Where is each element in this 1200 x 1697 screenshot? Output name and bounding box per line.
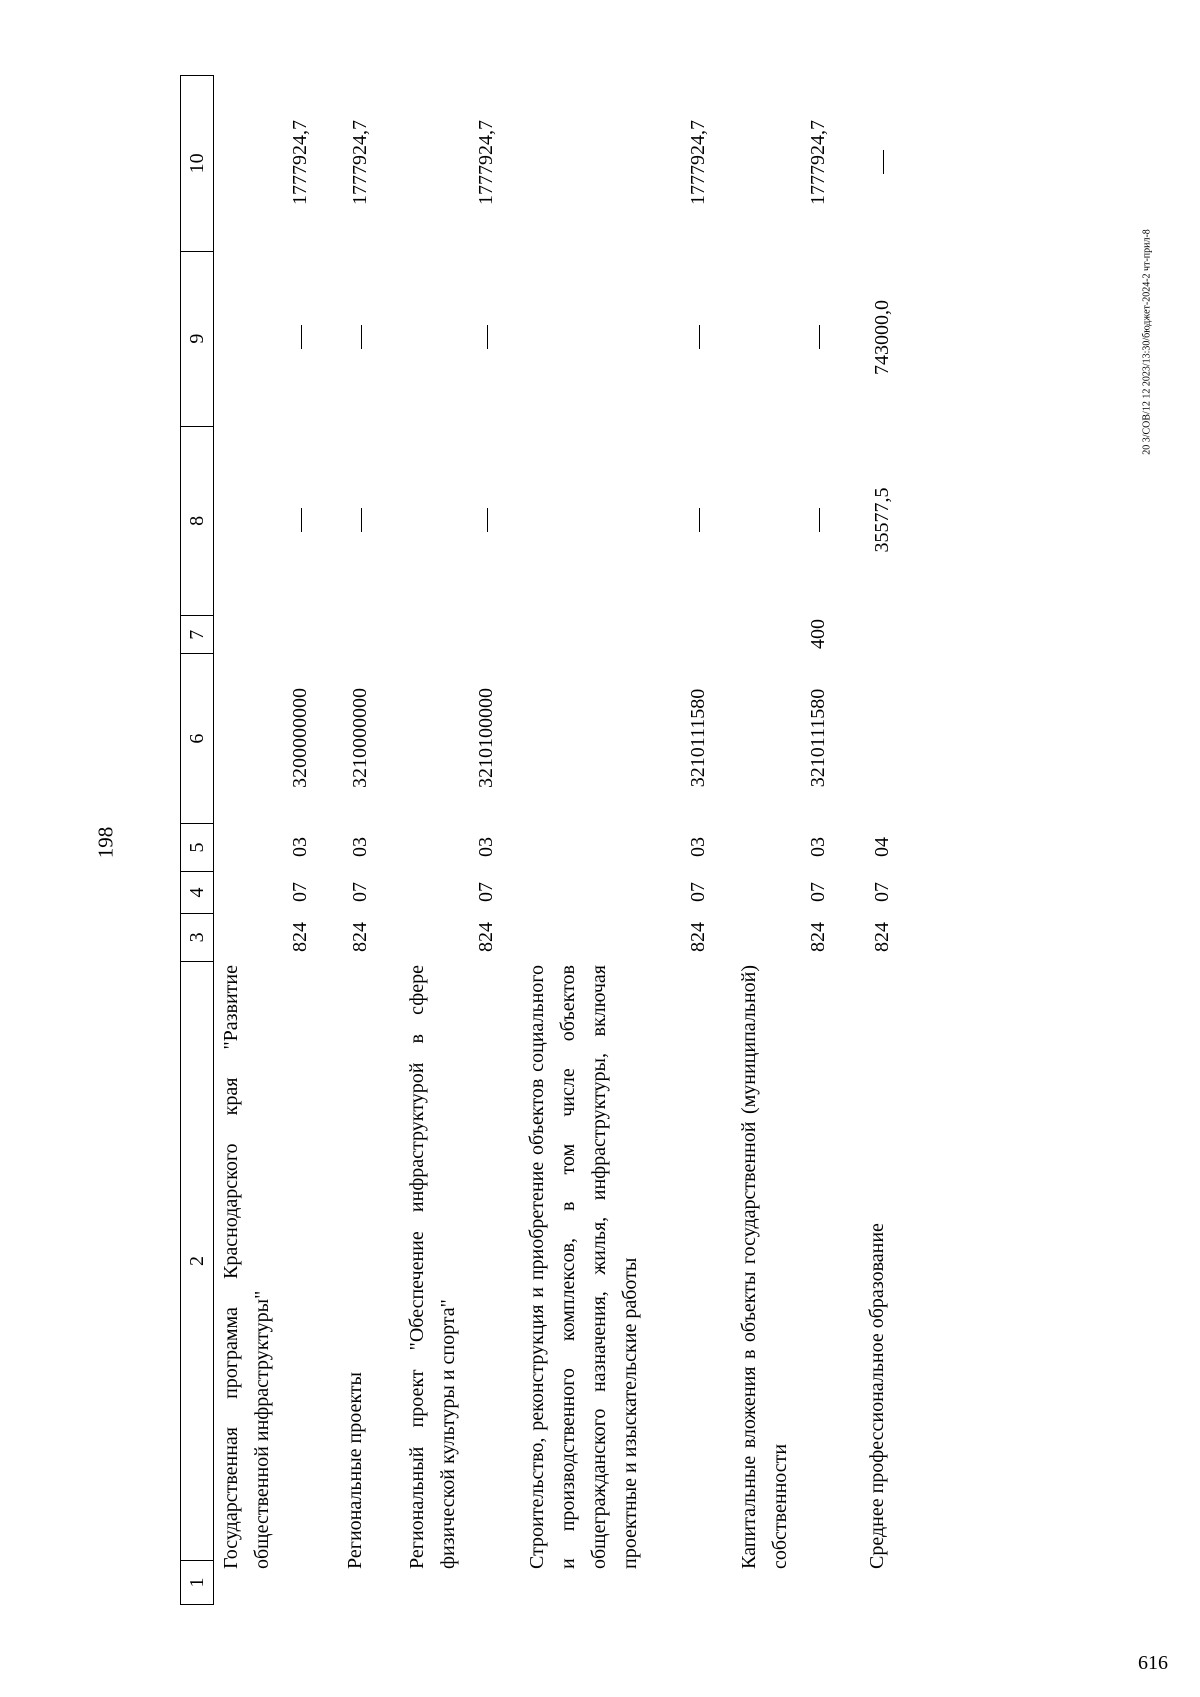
- header-col-6: 6: [181, 653, 213, 823]
- row-col-5: 03: [475, 837, 497, 857]
- header-col-3: 3: [181, 913, 213, 961]
- row-name: Среднее профессиональное образование: [866, 1223, 888, 1569]
- row-col-8: [683, 425, 714, 615]
- row-col-7: 400: [807, 619, 829, 649]
- row-col-4: 07: [807, 882, 829, 902]
- row-name: Строительство, реконструкция и приобретение объектов социального и производственного комплексов, в том числе объектов общегражданского назначения, жилья, инфраструктуры, включая проектные и изыскательские работы: [526, 965, 641, 1569]
- table-row: [216, 75, 316, 1605]
- row-col-8: [285, 425, 316, 615]
- table-row: [862, 75, 898, 1605]
- table-header: [180, 75, 214, 1605]
- row-col-4: 07: [349, 882, 371, 902]
- row-col-4: 07: [289, 882, 311, 902]
- row-col-4: 07: [687, 882, 709, 902]
- header-col-2: 2: [181, 961, 213, 1560]
- row-col-4: 07: [475, 882, 497, 902]
- row-col-10: [867, 75, 898, 250]
- row-col-6: 3210111580: [807, 688, 829, 788]
- row-col-8: [803, 425, 834, 615]
- sheet-number: 616: [1138, 1652, 1168, 1674]
- row-col-10: 1777924,7: [807, 120, 829, 205]
- row-col-6: 3200000000: [289, 688, 311, 788]
- table-row: [402, 75, 502, 1605]
- row-col-5: 03: [349, 837, 371, 857]
- row-col-3: 824: [349, 922, 371, 952]
- row-col-5: 04: [871, 837, 893, 857]
- row-col-9: 743000,0: [871, 300, 893, 375]
- row-col-3: 824: [687, 922, 709, 952]
- row-col-9: [345, 250, 376, 425]
- row-col-6: 3210111580: [687, 688, 709, 788]
- row-col-9: [683, 250, 714, 425]
- row-col-3: 824: [475, 922, 497, 952]
- row-col-5: 03: [289, 837, 311, 857]
- table-row: [340, 75, 376, 1605]
- row-col-9: [803, 250, 834, 425]
- header-col-8: 8: [181, 426, 213, 616]
- row-name: Капитальные вложения в объекты государственной (муниципальной) собственности: [738, 965, 791, 1569]
- budget-table: [180, 75, 970, 1605]
- page-number: 198: [93, 826, 118, 859]
- row-col-10: 1777924,7: [289, 120, 311, 205]
- table-row: [734, 75, 834, 1605]
- document-footer-code: 20 3/СОВ/12 12 2023/13:30/бюджет-2024-2 чт-прил-8: [1141, 229, 1153, 455]
- row-col-3: 824: [289, 922, 311, 952]
- row-col-5: 03: [807, 837, 829, 857]
- header-col-1: 1: [181, 1560, 213, 1604]
- row-col-3: 824: [871, 922, 893, 952]
- row-col-5: 03: [687, 837, 709, 857]
- header-col-9: 9: [181, 251, 213, 426]
- row-col-8: 35577,5: [871, 487, 893, 553]
- row-col-9: [471, 250, 502, 425]
- row-col-8: [471, 425, 502, 615]
- row-col-9: [285, 250, 316, 425]
- row-col-10: 1777924,7: [475, 120, 497, 205]
- row-col-6: 3210100000: [475, 688, 497, 788]
- row-name: Региональные проекты: [344, 1372, 366, 1569]
- header-col-4: 4: [181, 871, 213, 913]
- header-col-10: 10: [186, 153, 208, 174]
- row-name: Государственная программа Краснодарского края "Развитие общественной инфраструктуры": [220, 965, 273, 1569]
- table-row: [522, 75, 714, 1605]
- row-col-10: 1777924,7: [349, 120, 371, 205]
- row-col-10: 1777924,7: [687, 120, 709, 205]
- row-col-6: 3210000000: [349, 688, 371, 788]
- row-col-4: 07: [871, 882, 893, 902]
- row-col-8: [345, 425, 376, 615]
- row-name: Региональный проект "Обеспечение инфраструктурой в сфере физической культуры и спорта": [406, 965, 459, 1569]
- header-col-5: 5: [181, 823, 213, 871]
- row-col-3: 824: [807, 922, 829, 952]
- header-col-7: 7: [181, 615, 213, 653]
